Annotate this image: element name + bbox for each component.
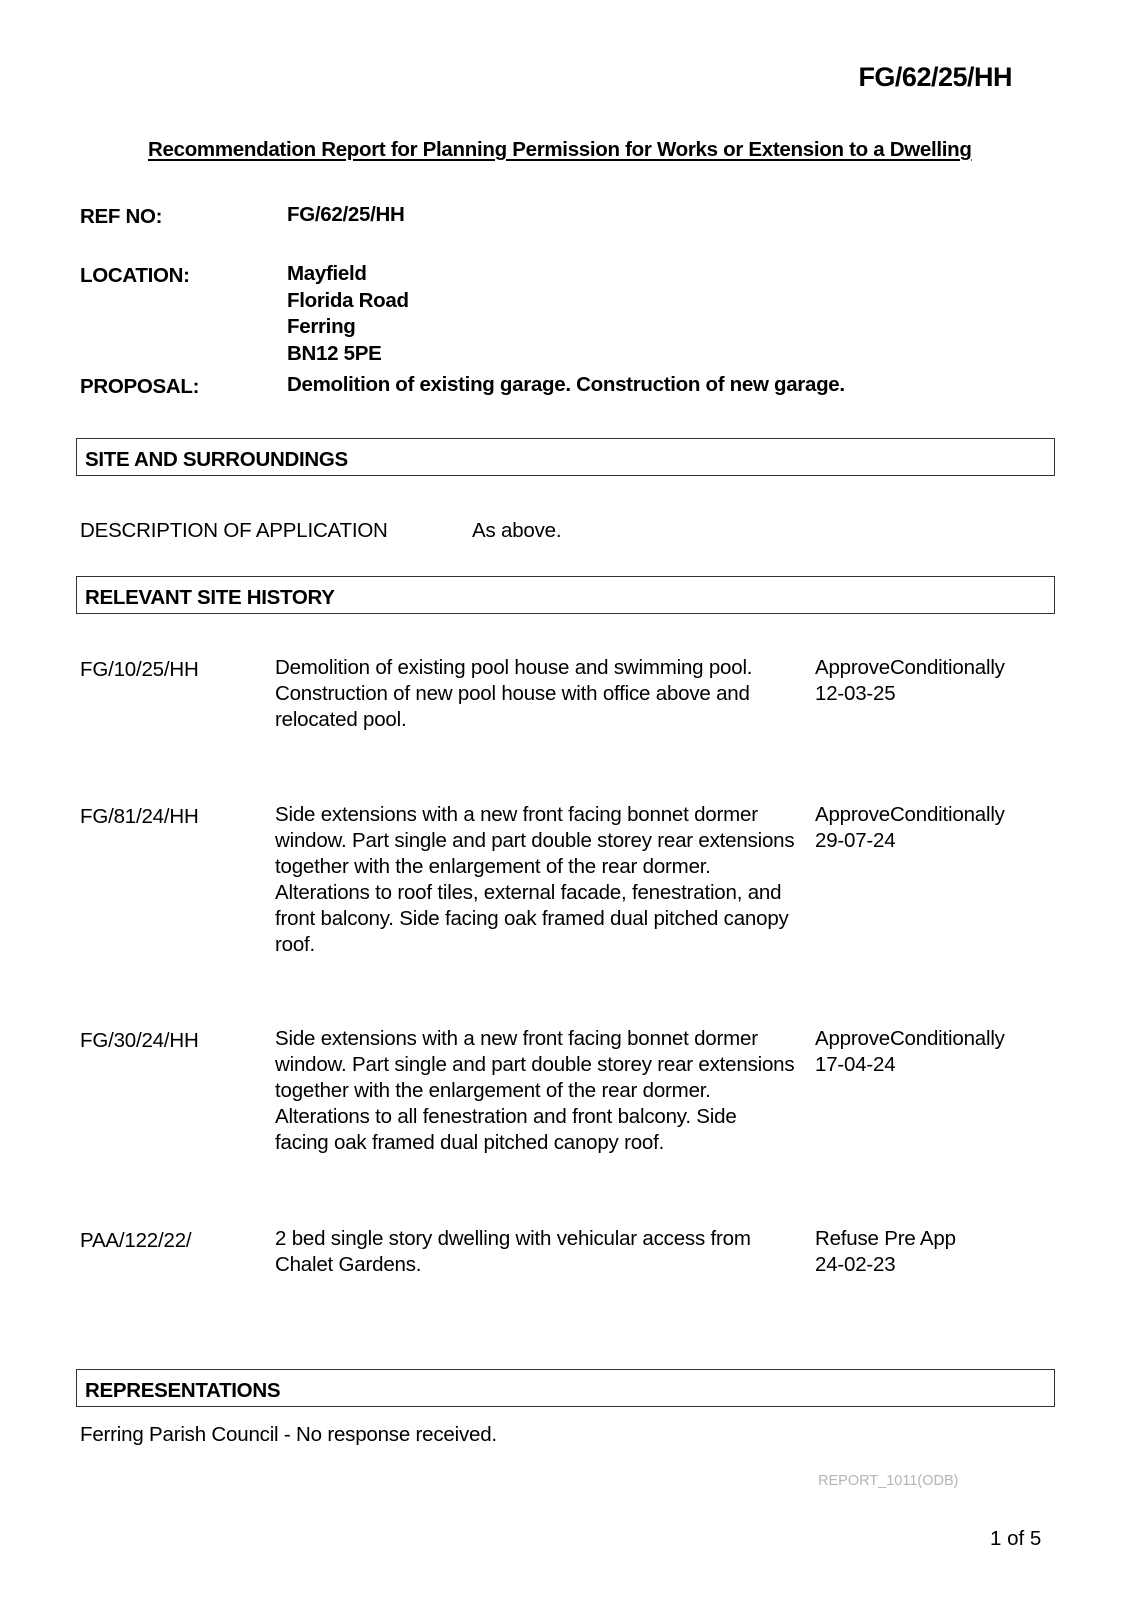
- location-label: LOCATION:: [80, 264, 190, 287]
- page-number: 1 of 5: [990, 1527, 1042, 1550]
- history-date: 29-07-24: [815, 829, 896, 852]
- history-ref: FG/81/24/HH: [80, 805, 199, 828]
- representations-header: [76, 1369, 1055, 1407]
- site-and-surroundings-header: [76, 438, 1055, 476]
- proposal-value: Demolition of existing garage. Construction of new garage.: [287, 373, 845, 396]
- section-title: REPRESENTATIONS: [85, 1379, 281, 1402]
- location-line: BN12 5PE: [287, 341, 382, 365]
- description-label: DESCRIPTION OF APPLICATION: [80, 519, 388, 542]
- report-title: Recommendation Report for Planning Permission for Works or Extension to a Dwelling: [148, 138, 972, 161]
- history-ref: FG/10/25/HH: [80, 658, 199, 681]
- history-decision-block: [815, 1226, 956, 1278]
- location-line: Florida Road: [287, 288, 409, 312]
- history-description: Side extensions with a new front facing bonnet dormer window. Part single and part double storey rear extensions together with the enlargement of the rear dormer. Alterations to roof tiles, external facade, fenestration, and front balcony. Side facing oak framed dual pitched canopy roof.: [275, 803, 795, 956]
- ref-no-value: FG/62/25/HH: [287, 203, 405, 226]
- history-description: 2 bed single story dwelling with vehicular access from Chalet Gardens.: [275, 1227, 751, 1276]
- location-address: [287, 261, 409, 367]
- history-decision: Refuse Pre App: [815, 1227, 956, 1250]
- history-description: Side extensions with a new front facing bonnet dormer window. Part single and part double storey rear extensions together with the enlargement of the rear dormer. Alterations to all fenestration and front balcony. Side facing oak framed dual pitched canopy roof.: [275, 1027, 795, 1154]
- header-reference: FG/62/25/HH: [858, 62, 1012, 92]
- history-decision: ApproveConditionally: [815, 1027, 1005, 1050]
- history-decision-block: [815, 655, 1005, 707]
- section-title: SITE AND SURROUNDINGS: [85, 448, 348, 471]
- proposal-label: PROPOSAL:: [80, 375, 200, 398]
- ref-no-label: REF NO:: [80, 205, 163, 228]
- location-line: Ferring: [287, 315, 356, 338]
- section-title: RELEVANT SITE HISTORY: [85, 586, 335, 609]
- report-code: REPORT_1011(ODB): [818, 1473, 959, 1489]
- history-date: 17-04-24: [815, 1053, 896, 1076]
- history-ref: PAA/122/22/: [80, 1229, 192, 1252]
- history-date: 24-02-23: [815, 1253, 896, 1276]
- history-decision: ApproveConditionally: [815, 656, 1005, 679]
- history-decision-block: [815, 1026, 1005, 1078]
- relevant-site-history-header: [76, 576, 1055, 614]
- history-decision: ApproveConditionally: [815, 803, 1005, 826]
- history-date: 12-03-25: [815, 682, 896, 705]
- history-ref: FG/30/24/HH: [80, 1029, 199, 1052]
- history-decision-block: [815, 802, 1005, 854]
- location-line: Mayfield: [287, 262, 367, 285]
- representations-text: Ferring Parish Council - No response received.: [80, 1423, 497, 1446]
- history-description: Demolition of existing pool house and swimming pool. Construction of new pool house with office above and relocated pool.: [275, 656, 753, 731]
- description-value: As above.: [472, 519, 562, 542]
